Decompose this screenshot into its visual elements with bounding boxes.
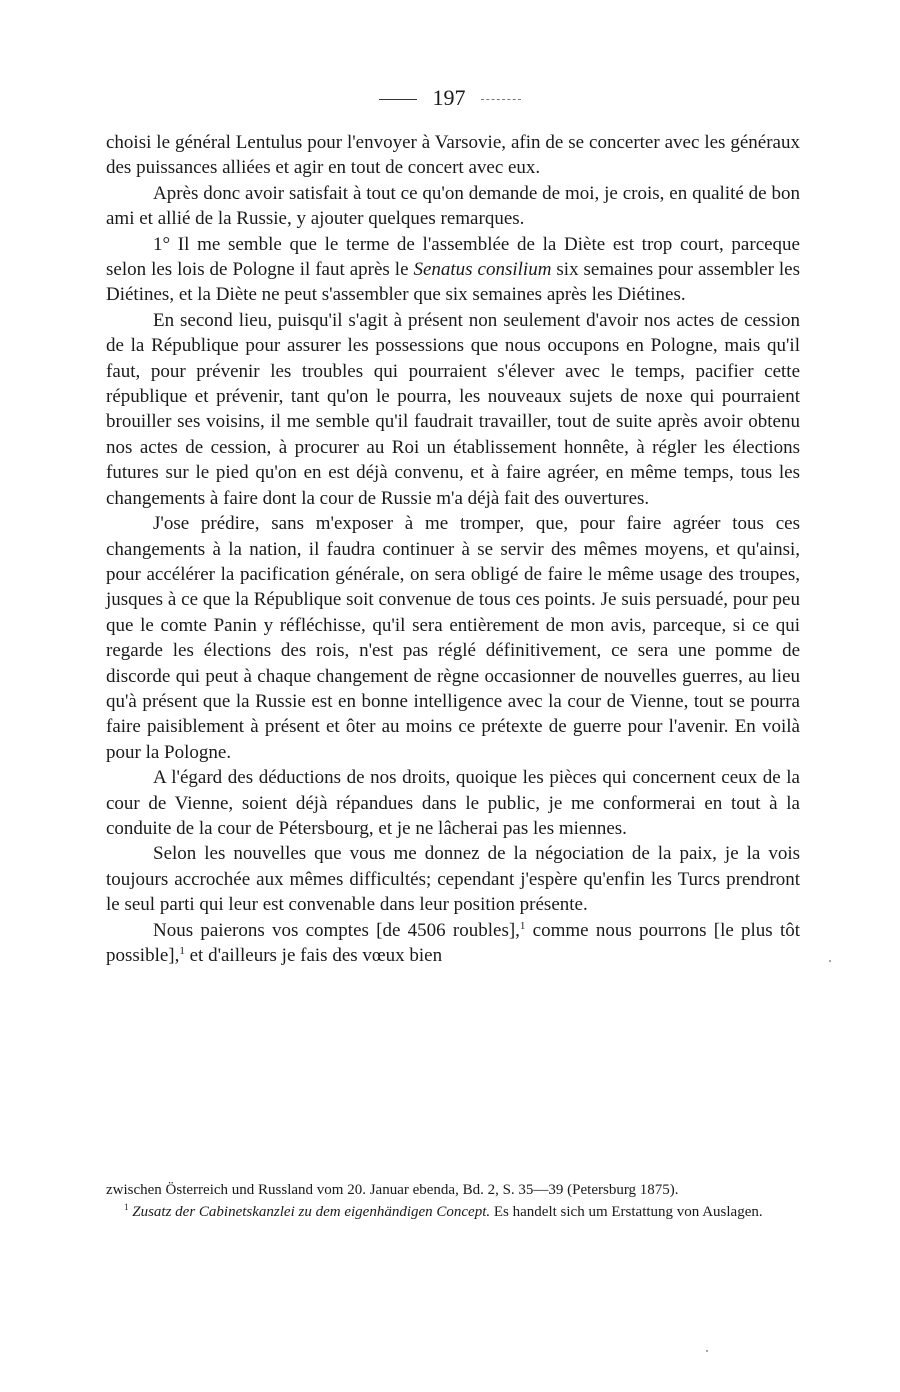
- paragraph-1: choisi le général Lentulus pour l'envoyer à Varsovie, afin de se concerter avec les généraux des puissances alliées et agir en tout de concert avec eux.: [106, 132, 800, 179]
- paragraph-3-end: six semaines pour assembler les Diétines, et la Diète ne peut s'assembler que six semaines après les Diétines.: [106, 259, 800, 306]
- paragraph-3: [106, 232, 800, 308]
- paragraph-8-part-2: comme nous pourrons [le plus tôt possible],: [106, 919, 801, 966]
- latin-term: Senatus consilium: [413, 259, 552, 281]
- paragraph-8-part-1: Nous paierons vos comptes [de 4506 roubles],: [153, 919, 520, 941]
- footnote-1-text: Es handelt sich um Erstattung von Auslagen.: [490, 1203, 763, 1220]
- main-text: [106, 130, 800, 968]
- header-rule-right: [481, 99, 521, 100]
- speck-mark: [829, 960, 831, 962]
- footnote-1-italic: Zusatz der Cabinetskanzlei zu dem eigenhändigen Concept.: [132, 1203, 491, 1220]
- footnote-continued: zwischen Österreich und Russland vom 20. Januar ebenda, Bd. 2, S. 35—39 (Petersburg 1875).: [106, 1182, 679, 1198]
- paragraph-2: Après donc avoir satisfait à tout ce qu'on demande de moi, je crois, en qualité de bon ami et allié de la Russie, y ajouter quelques remarques.: [106, 182, 800, 230]
- paragraph-6: A l'égard des déductions de nos droits, quoique les pièces qui concernent ceux de la cour de Vienne, soient déjà répandues dans le public, je me conformerai en tout à la conduite de la cour de Pétersbourg, et je ne lâcherai pas les miennes.: [106, 767, 800, 839]
- paragraph-7: Selon les nouvelles que vous me donnez de la négociation de la paix, je la vois toujours accrochée aux mêmes difficultés; cependant j'espère qu'enfin les Turcs prendront le seul parti qui leur est convenable dans leur position présente.: [106, 843, 800, 916]
- speck-mark: [706, 1350, 708, 1352]
- footnotes: [106, 1180, 800, 1223]
- page-number: 197: [432, 85, 466, 110]
- paragraph-8-part-3: et d'ailleurs je fais des vœux bien: [184, 945, 443, 966]
- footnote-ref-1: 1: [519, 919, 526, 932]
- page-header: [0, 84, 900, 112]
- paragraph-8: [106, 918, 800, 969]
- paragraph-3-start: 1° Il me semble que le terme de l'assemblée de la Diète est trop court, parceque selon les lois de Pologne il faut après le: [106, 233, 800, 281]
- footnote-ref-2: 1: [179, 945, 185, 957]
- paragraph-4: En second lieu, puisqu'il s'agit à présent non seulement d'avoir nos actes de cession de la République pour assurer les possessions que nous occupons en Pologne, mais qu'il faut, pour prévenir les troubles qui pourraient s'élever avec le temps, pacifier cette république et prévenir, tant qu'on le pourra, les nouveaux sujets de noxe qui pourraient brouiller ses voisins, il me semble qu'il faudrait travailler, tout de suite après avoir obtenu nos actes de cession, à procurer au Roi un établissement honnête, à régler les élections futures sur le pied qu'on en est déjà convenu, et à faire agréer, en même temps, tous les changements à faire dont la cour de Russie m'a déjà fait des ouvertures.: [106, 309, 800, 509]
- footnote-1-marker: 1: [124, 1201, 129, 1212]
- footnote-1: [106, 1202, 800, 1224]
- header-rule-left: [379, 99, 417, 100]
- paragraph-5: J'ose prédire, sans m'exposer à me tromper, que, pour faire agréer tous ces changements à la nation, il faudra continuer à se servir des mêmes moyens, et qu'ainsi, pour accélérer la pacification générale, on sera obligé de faire le même usage des troupes, jusques à ce que la République soit convenue de tous ces points. Je suis persuadé, pour peu que le comte Panin y réfléchisse, qu'il sera entièrement de mon avis, parceque, si ce qui regarde les élections des rois, n'est pas réglé définitivement, ce sera une pomme de discorde qui peut à chaque changement de règne occasionner de nouvelles guerres, au lieu qu'à présent que la Russie est en bonne intelligence avec la cour de Vienne, tout se pourra faire paisiblement à présent et ôter au moins ce prétexte de guerre pour l'avenir. En voilà pour la Pologne.: [106, 513, 800, 763]
